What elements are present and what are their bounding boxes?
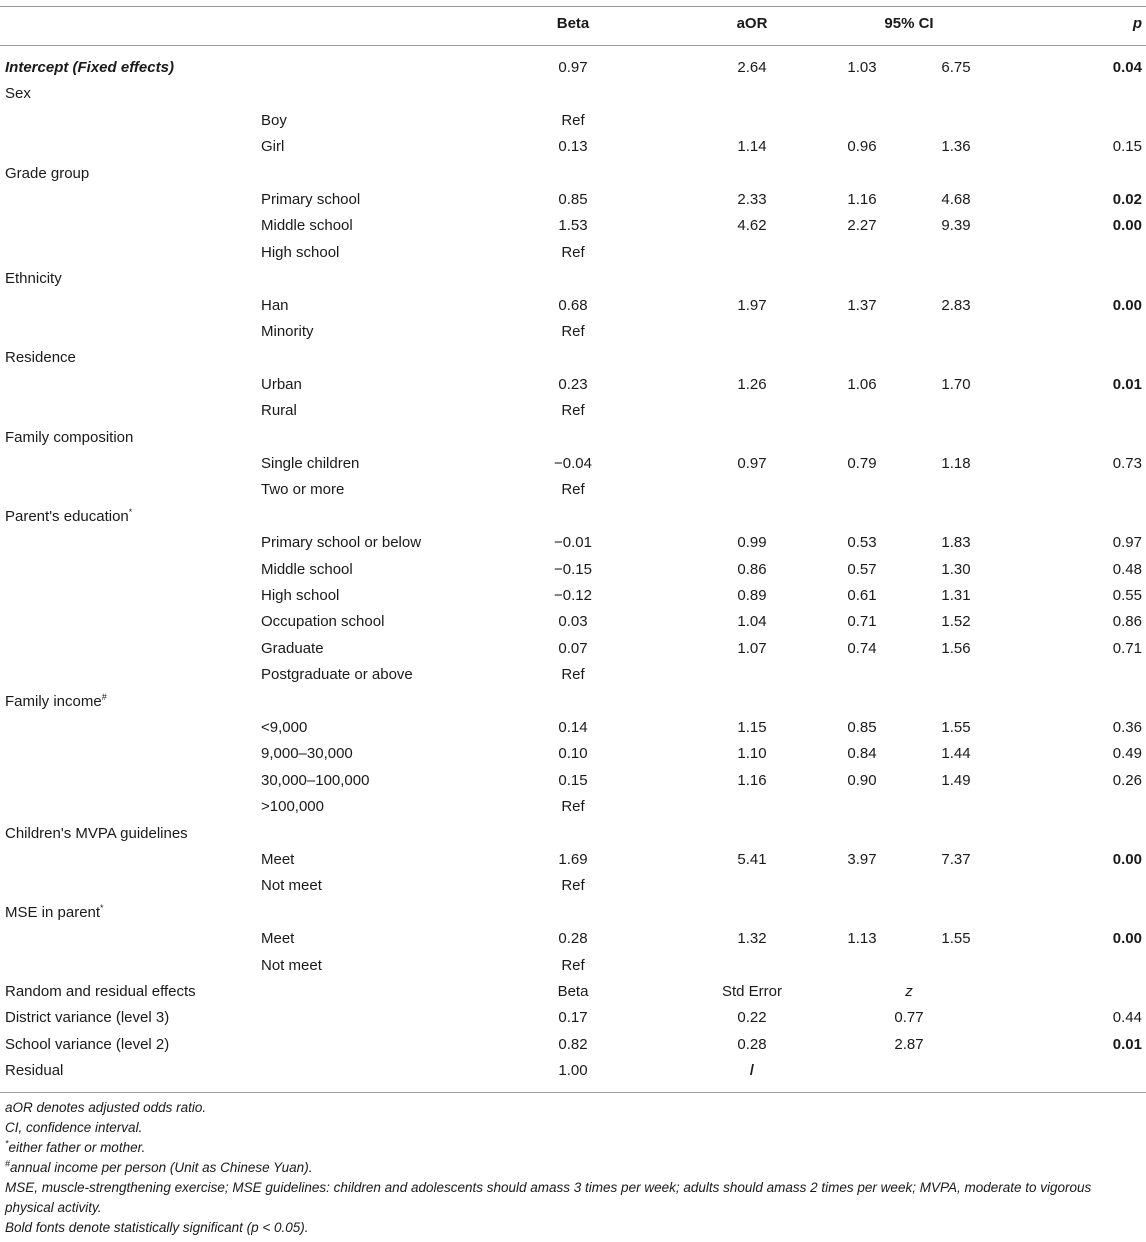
row-label: Grade group <box>5 164 90 182</box>
cell-z: 0.77 <box>894 1009 924 1027</box>
table-row <box>0 372 1146 398</box>
table-row <box>0 900 1146 926</box>
row-sublabel: <9,000 <box>261 719 308 736</box>
cell-aor: / <box>749 1062 755 1080</box>
table-row <box>0 1058 1146 1084</box>
cell-z: z <box>905 983 913 1000</box>
footnote <box>5 1118 1143 1138</box>
table-row <box>0 768 1146 794</box>
footnote-marker: * <box>5 1138 9 1149</box>
row-label-wrap <box>5 900 104 926</box>
cell-beta: −0.15 <box>554 560 592 578</box>
table-row <box>0 1005 1146 1031</box>
row-label: Sex <box>5 85 31 103</box>
cell-ci-lower: 1.03 <box>847 59 877 76</box>
cell-beta: −0.12 <box>554 587 592 604</box>
table-row <box>0 266 1146 292</box>
cell-aor: 1.07 <box>737 639 767 657</box>
row-sublabel: 9,000–30,000 <box>261 745 353 763</box>
cell-p: 0.01 <box>1112 1035 1142 1053</box>
cell-beta: 0.68 <box>558 296 588 314</box>
row-label: Parent's education <box>5 507 129 525</box>
cell-ci-lower: 0.71 <box>847 613 877 631</box>
cell-ci-lower: 2.27 <box>847 217 877 235</box>
row-label: Family composition <box>5 428 134 446</box>
table-row <box>0 240 1146 266</box>
row-sublabel: Postgraduate or above <box>261 666 413 684</box>
row-sublabel: Two or more <box>261 481 345 499</box>
cell-ci-upper: 1.36 <box>941 138 971 156</box>
cell-aor: 1.10 <box>737 745 767 763</box>
cell-aor: 0.97 <box>737 455 767 472</box>
table-row <box>0 187 1146 213</box>
table-row <box>0 530 1146 556</box>
cell-p: 0.97 <box>1112 534 1142 552</box>
cell-beta: 1.53 <box>558 217 588 235</box>
cell-ci-upper: 1.55 <box>941 719 971 736</box>
row-sublabel: Middle school <box>261 560 353 578</box>
row-label: MSE in parent <box>5 903 101 921</box>
row-sublabel: Not meet <box>261 877 322 895</box>
cell-beta: −0.04 <box>554 455 592 472</box>
cell-beta: 0.10 <box>558 745 588 763</box>
cell-aor: 0.89 <box>737 587 767 604</box>
cell-z: 2.87 <box>894 1035 924 1053</box>
footnote-text: either father or mother. <box>8 1140 146 1155</box>
table-row <box>0 715 1146 741</box>
table-row <box>0 557 1146 583</box>
cell-p: 0.71 <box>1112 639 1142 657</box>
cell-ci-upper: 2.83 <box>941 296 971 314</box>
table-row <box>0 794 1146 820</box>
table-row <box>0 873 1146 899</box>
cell-beta: 0.17 <box>558 1009 588 1027</box>
footnote-text: CI, confidence interval. <box>5 1120 143 1135</box>
cell-beta: 0.03 <box>558 613 588 631</box>
cell-ci-upper: 1.83 <box>941 534 971 552</box>
row-label: Residual <box>5 1062 64 1080</box>
table-row <box>0 161 1146 187</box>
cell-ci-upper: 6.75 <box>941 59 971 76</box>
table-row <box>0 689 1146 715</box>
row-sublabel: Girl <box>261 138 285 156</box>
footnote <box>5 1178 1143 1218</box>
cell-ci-lower: 1.37 <box>847 296 877 314</box>
cell-p: 0.00 <box>1112 851 1142 868</box>
cell-ci-upper: 1.49 <box>941 771 971 789</box>
table-row <box>0 953 1146 979</box>
cell-p: 0.73 <box>1112 455 1142 472</box>
table-row <box>0 979 1146 1005</box>
row-sublabel: Middle school <box>261 217 353 235</box>
row-label: Intercept (Fixed effects) <box>5 59 174 76</box>
table-row <box>0 741 1146 767</box>
cell-p: 0.00 <box>1112 930 1142 948</box>
cell-beta: 0.13 <box>558 138 588 156</box>
row-sublabel: Rural <box>261 402 297 420</box>
cell-beta: Ref <box>561 243 585 261</box>
cell-beta: 0.14 <box>558 719 588 736</box>
row-sublabel: Urban <box>261 375 302 393</box>
cell-beta: 0.28 <box>558 930 588 948</box>
cell-aor: 1.14 <box>737 138 767 156</box>
cell-aor: 1.04 <box>737 613 767 631</box>
row-sublabel: >100,000 <box>261 798 324 816</box>
cell-p: 0.49 <box>1112 745 1142 763</box>
cell-aor: 2.64 <box>737 59 767 76</box>
footnote <box>5 1098 1143 1118</box>
cell-p: 0.48 <box>1112 560 1142 578</box>
table-row <box>0 293 1146 319</box>
cell-aor: 1.97 <box>737 296 767 314</box>
cell-p: 0.15 <box>1112 138 1142 156</box>
bottom-rule <box>0 1092 1146 1093</box>
cell-beta: 0.23 <box>558 375 588 393</box>
cell-ci-lower: 1.13 <box>847 930 877 948</box>
row-sublabel: High school <box>261 587 340 604</box>
row-sublabel: Meet <box>261 851 295 868</box>
cell-aor: 1.26 <box>737 375 767 393</box>
footnote-text: Bold fonts denote statistically significant (p < 0.05). <box>5 1220 309 1235</box>
row-label: Random and residual effects <box>5 983 196 1000</box>
cell-ci-lower: 0.74 <box>847 639 877 657</box>
cell-ci-upper: 9.39 <box>941 217 971 235</box>
cell-ci-upper: 1.30 <box>941 560 971 578</box>
row-sublabel: Graduate <box>261 639 324 657</box>
table-row <box>0 55 1146 81</box>
cell-ci-lower: 0.96 <box>847 138 877 156</box>
row-label-wrap <box>5 504 132 530</box>
cell-beta: 1.69 <box>558 851 588 868</box>
cell-aor: 0.99 <box>737 534 767 552</box>
cell-beta: Ref <box>561 956 585 974</box>
row-label-wrap <box>5 689 107 715</box>
footnote <box>5 1138 1143 1158</box>
cell-aor: 2.33 <box>737 191 767 208</box>
table-row <box>0 636 1146 662</box>
row-sublabel: Not meet <box>261 956 322 974</box>
cell-ci-upper: 1.70 <box>941 375 971 393</box>
cell-ci-upper: 7.37 <box>941 851 971 868</box>
table-row <box>0 451 1146 477</box>
row-label: Family income <box>5 692 102 710</box>
row-label: Ethnicity <box>5 270 62 288</box>
cell-p: 0.55 <box>1112 587 1142 604</box>
table-row <box>0 134 1146 160</box>
cell-beta: Beta <box>557 983 589 1000</box>
cell-aor: 4.62 <box>737 217 767 235</box>
cell-beta: Ref <box>561 481 585 499</box>
table-header-row <box>0 9 1146 39</box>
cell-aor: 0.86 <box>737 560 767 578</box>
cell-p: 0.26 <box>1112 771 1142 789</box>
header-p: p <box>1132 15 1142 32</box>
table-footnotes <box>5 1098 1143 1238</box>
row-sublabel: Boy <box>261 111 287 129</box>
cell-ci-upper: 1.56 <box>941 639 971 657</box>
row-label: Children's MVPA guidelines <box>5 824 188 842</box>
cell-ci-lower: 1.06 <box>847 375 877 393</box>
cell-ci-upper: 1.52 <box>941 613 971 631</box>
table-row <box>0 213 1146 239</box>
footnote-text: aOR denotes adjusted odds ratio. <box>5 1100 207 1115</box>
cell-beta: 0.82 <box>558 1035 588 1053</box>
row-sublabel: Meet <box>261 930 295 948</box>
table-row <box>0 583 1146 609</box>
row-label: School variance (level 2) <box>5 1035 170 1053</box>
cell-beta: Ref <box>561 666 585 684</box>
cell-ci-upper: 1.18 <box>941 455 971 472</box>
header-aor: aOR <box>736 15 768 32</box>
cell-aor: 1.15 <box>737 719 767 736</box>
table-row <box>0 847 1146 873</box>
footnote-marker: # <box>101 691 107 702</box>
header-ci: 95% CI <box>884 15 934 32</box>
cell-beta: Ref <box>561 798 585 816</box>
cell-beta: Ref <box>561 111 585 129</box>
cell-ci-upper: 1.55 <box>941 930 971 948</box>
cell-beta: 0.97 <box>558 59 588 76</box>
cell-ci-lower: 0.61 <box>847 587 877 604</box>
cell-p: 0.44 <box>1112 1009 1142 1027</box>
cell-p: 0.00 <box>1112 217 1142 235</box>
cell-ci-upper: 1.44 <box>941 745 971 763</box>
row-sublabel: Occupation school <box>261 613 385 631</box>
cell-aor: Std Error <box>721 983 782 1000</box>
cell-ci-lower: 0.84 <box>847 745 877 763</box>
row-sublabel: Minority <box>261 323 314 340</box>
cell-aor: 1.16 <box>737 771 767 789</box>
cell-ci-upper: 4.68 <box>941 191 971 208</box>
row-sublabel: 30,000–100,000 <box>261 771 370 789</box>
footnote-text: MSE, muscle-strengthening exercise; MSE guidelines: children and adolescents should amass 3 times per week; adults should amass 2 times per week; MVPA, moderate to vigorous physical activity. <box>5 1180 1092 1215</box>
cell-beta: Ref <box>561 402 585 420</box>
table-row <box>0 609 1146 635</box>
cell-aor: 1.32 <box>737 930 767 948</box>
footnote-text: annual income per person (Unit as Chinese Yuan). <box>10 1160 313 1175</box>
row-label: Residence <box>5 349 76 367</box>
cell-beta: 0.85 <box>558 191 588 208</box>
header-beta: Beta <box>556 15 590 32</box>
row-sublabel: Single children <box>261 455 360 472</box>
cell-aor: 0.28 <box>737 1035 767 1053</box>
footnote-marker: * <box>128 506 133 517</box>
table-row <box>0 926 1146 952</box>
table-row <box>0 108 1146 134</box>
cell-ci-lower: 3.97 <box>847 851 877 868</box>
table-row <box>0 81 1146 107</box>
table-row <box>0 398 1146 424</box>
cell-beta: 1.00 <box>558 1062 588 1080</box>
cell-p: 0.00 <box>1112 296 1142 314</box>
cell-p: 0.04 <box>1112 59 1142 76</box>
table-row <box>0 1032 1146 1058</box>
cell-aor: 0.22 <box>737 1009 767 1027</box>
footnote-marker: # <box>5 1158 11 1169</box>
cell-beta: 0.07 <box>558 639 588 657</box>
table-row <box>0 821 1146 847</box>
cell-p: 0.02 <box>1112 191 1142 208</box>
cell-aor: 5.41 <box>737 851 767 868</box>
cell-p: 0.01 <box>1112 375 1142 393</box>
cell-ci-lower: 0.57 <box>847 560 877 578</box>
row-sublabel: Primary school or below <box>261 534 422 552</box>
footnote <box>5 1158 1143 1178</box>
footnote <box>5 1218 1143 1238</box>
cell-ci-lower: 1.16 <box>847 191 877 208</box>
cell-beta: Ref <box>561 323 585 340</box>
cell-ci-upper: 1.31 <box>941 587 971 604</box>
cell-ci-lower: 0.85 <box>847 719 877 736</box>
table-row <box>0 662 1146 688</box>
cell-ci-lower: 0.79 <box>847 455 877 472</box>
cell-p: 0.86 <box>1112 613 1142 631</box>
cell-p: 0.36 <box>1112 719 1142 736</box>
table-row <box>0 425 1146 451</box>
cell-ci-lower: 0.53 <box>847 534 877 552</box>
table-row <box>0 504 1146 530</box>
cell-beta: Ref <box>561 877 585 895</box>
header-rule <box>0 45 1146 46</box>
footnote-marker: * <box>100 902 104 913</box>
cell-beta: −0.01 <box>554 534 592 552</box>
table-row <box>0 345 1146 371</box>
row-sublabel: High school <box>261 243 340 261</box>
top-rule <box>0 6 1146 7</box>
table-row <box>0 477 1146 503</box>
row-sublabel: Han <box>261 296 289 314</box>
row-sublabel: Primary school <box>261 191 361 208</box>
cell-ci-lower: 0.90 <box>847 771 877 789</box>
row-label: District variance (level 3) <box>5 1009 170 1027</box>
table-row <box>0 319 1146 345</box>
cell-beta: 0.15 <box>558 771 588 789</box>
